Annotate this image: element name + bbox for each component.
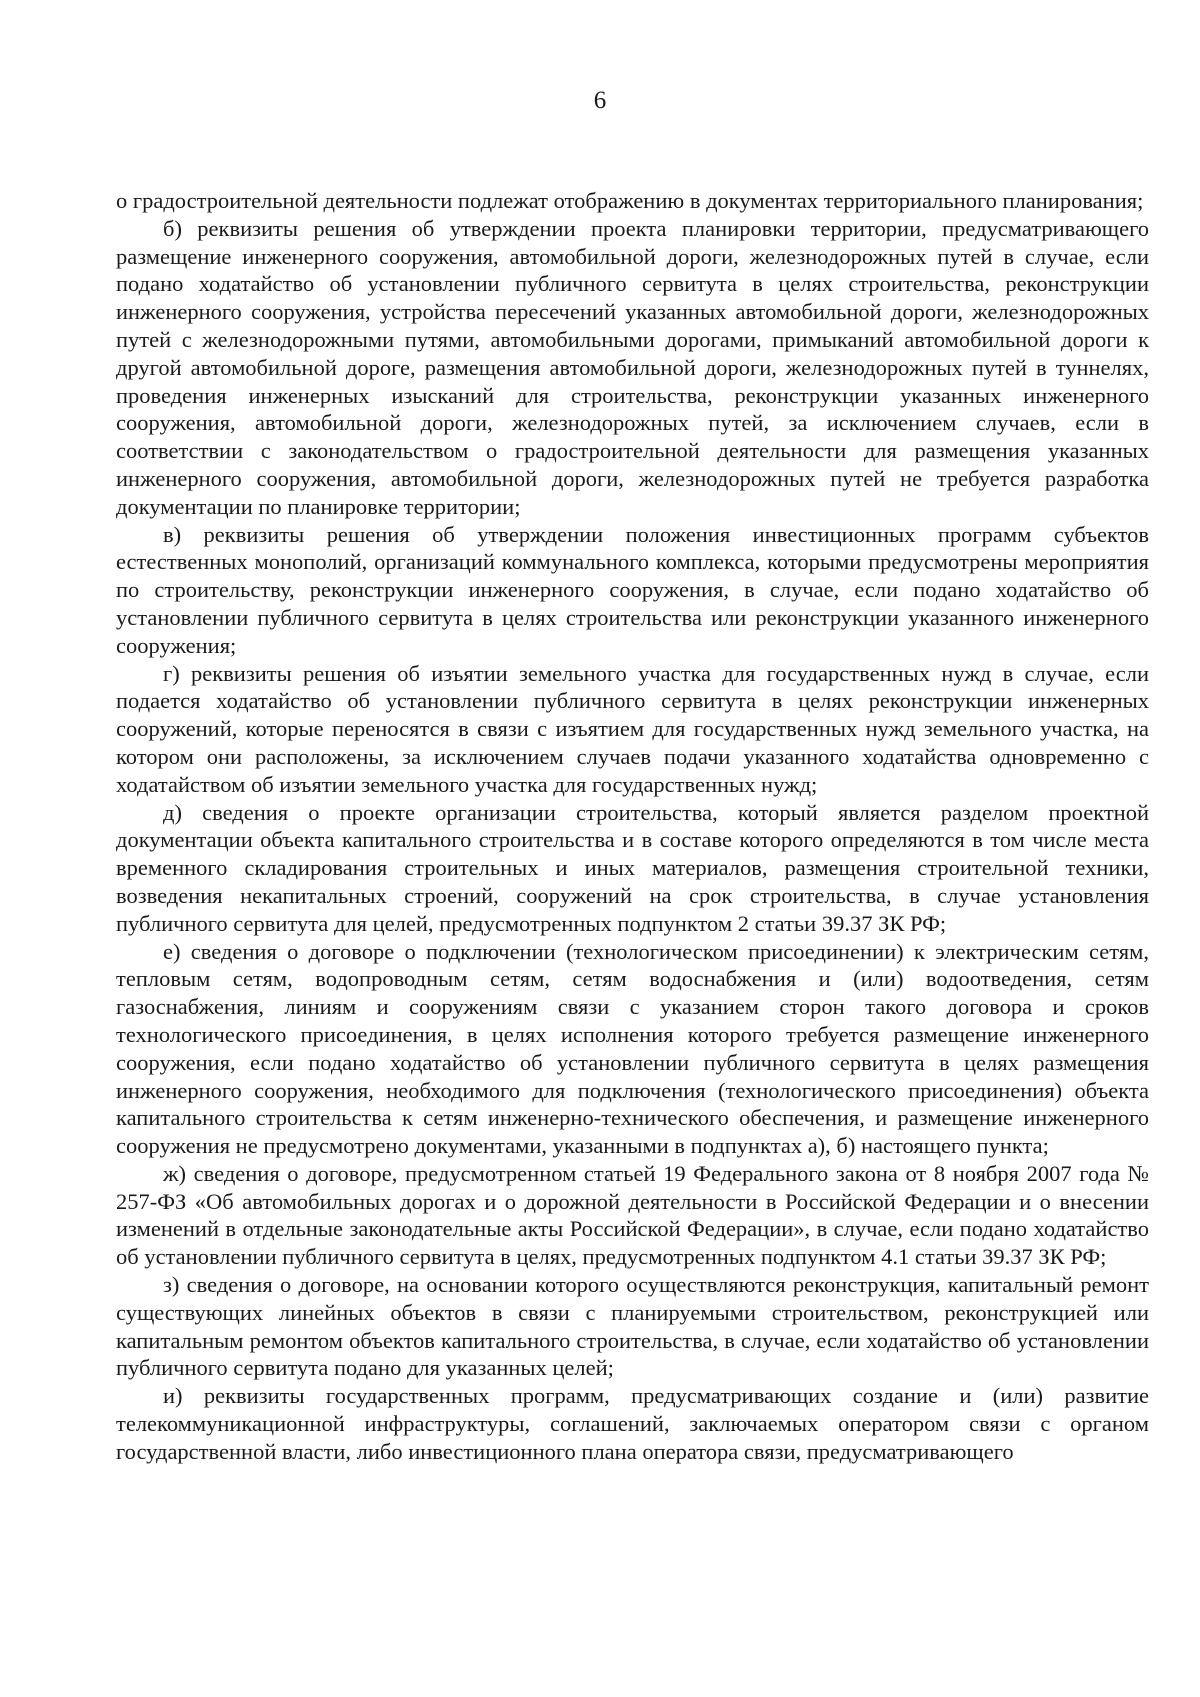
paragraph-item-z: з) сведения о договоре, на основании которого осуществляются реконструкция, капитальный ремонт существующих линейных объектов в связи с планируемыми строительством, реконструкцией или капитальным ремонтом объектов капитального строительства, в случае, если ходатайство об установлении публичного сервитута подано для указанных целей;: [116, 1272, 1149, 1381]
paragraph-continuation: о градостроительной деятельности подлежат отображению в документах территориального планирования;: [116, 188, 1144, 213]
document-body: [116, 187, 1149, 1466]
paragraph-item-v: в) реквизиты решения об утверждении положения инвестиционных программ субъектов естественных монополий, организаций коммунального комплекса, которыми предусмотрены мероприятия по строительству, реконструкции инженерного сооружения, в случае, если подано ходатайство об установлении публичного сервитута в целях строительства или реконструкции указанного инженерного сооружения;: [116, 521, 1149, 658]
paragraph-item-g: г) реквизиты решения об изъятии земельного участка для государственных нужд в случае, если подается ходатайство об установлении публичного сервитута в целях реконструкции инженерных сооружений, которые переносятся в связи с изъятием для государственных нужд земельного участка, на котором они расположены, за исключением случаев подачи указанного ходатайства одновременно с ходатайством об изъятии земельного участка для государственных нужд;: [116, 660, 1149, 797]
paragraph-item-i: и) реквизиты государственных программ, предусматривающих создание и (или) развитие телекоммуникационной инфраструктуры, соглашений, заключаемых оператором связи с органом государственной власти, либо инвестиционного плана оператора связи, предусматривающего: [116, 1383, 1149, 1464]
paragraph-item-b: б) реквизиты решения об утверждении проекта планировки территории, предусматривающего размещение инженерного сооружения, автомобильной дороги, железнодорожных путей в случае, если подано ходатайство об установлении публичного сервитута в целях строительства, реконструкции инженерного сооружения, устройства пересечений указанных автомобильной дороги, железнодорожных путей с железнодорожными путями, автомобильными дорогами, примыканий автомобильной дороги к другой автомобильной дороге, размещения автомобильной дороги, железнодорожных путей в туннелях, проведения инженерных изысканий для строительства, реконструкции указанных инженерного сооружения, автомобильной дороги, железнодорожных путей, за исключением случаев, если в соответствии с законодательством о градостроительной деятельности для размещения указанных инженерного сооружения, автомобильной дороги, железнодорожных путей не требуется разработка документации по планировке территории;: [116, 215, 1149, 519]
paragraph-item-zh: ж) сведения о договоре, предусмотренном статьей 19 Федерального закона от 8 ноября 2007 года № 257-ФЗ «Об автомобильных дорогах и о дорожной деятельности в Российской Федерации и о внесении изменений в отдельные законодательные акты Российской Федерации», в случае, если подано ходатайство об установлении публичного сервитута в целях, предусмотренных подпунктом 4.1 статьи 39.37 ЗК РФ;: [116, 1160, 1149, 1270]
page-number: 6: [593, 87, 607, 114]
paragraph-item-d: д) сведения о проекте организации строительства, который является разделом проектной документации объекта капитального строительства и в составе которого определяются в том числе места временного складирования строительных и иных материалов, размещения строительной техники, возведения некапитальных строений, сооружений на срок строительства, в случае установления публичного сервитута для целей, предусмотренных подпунктом 2 статьи 39.37 ЗК РФ;: [116, 799, 1149, 936]
paragraph-item-e: е) сведения о договоре о подключении (технологическом присоединении) к электрическим сетям, тепловым сетям, водопроводным сетям, сетям водоснабжения и (или) водоотведения, сетям газоснабжения, линиям и сооружениям связи с указанием сторон такого договора и сроков технологического присоединения, в целях исполнения которого требуется размещение инженерного сооружения, если подано ходатайство об установлении публичного сервитута в целях размещения инженерного сооружения, необходимого для подключения (технологического присоединения) объекта капитального строительства к сетям инженерно-технического обеспечения, и размещение инженерного сооружения не предусмотрено документами, указанными в подпунктах а), б) настоящего пункта;: [116, 938, 1149, 1159]
